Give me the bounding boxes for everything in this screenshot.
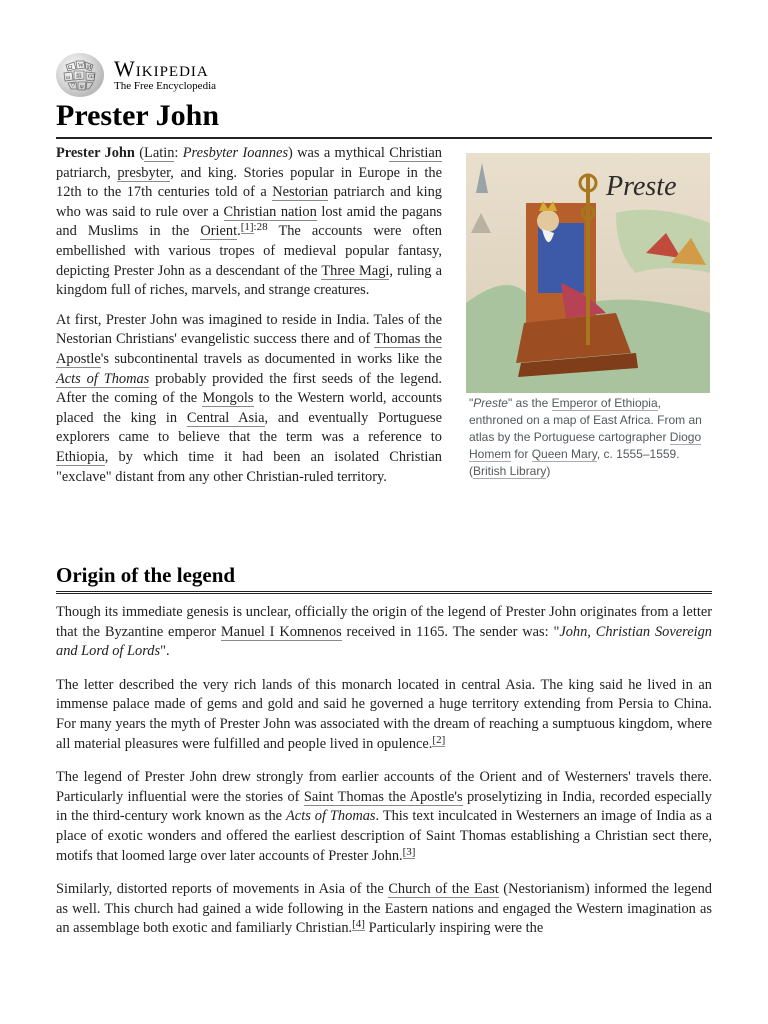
article-link[interactable]: presbyter	[117, 164, 171, 181]
lead-section	[56, 144, 442, 497]
article-link[interactable]: [1]	[240, 221, 254, 234]
citation-reference[interactable]	[403, 846, 416, 859]
preste-map-image[interactable]	[466, 153, 710, 393]
article-link[interactable]: Mongols	[202, 390, 254, 407]
article-link[interactable]: Acts of Thomas	[56, 370, 150, 387]
article-link[interactable]: Diogo Homem	[469, 430, 702, 461]
article-link[interactable]: Christian	[389, 145, 442, 161]
svg-text:W: W	[78, 63, 84, 69]
infobox-figure	[466, 153, 710, 480]
section-body-origin	[56, 603, 712, 953]
article-link[interactable]: [4]	[352, 918, 365, 931]
page-title: Prester John	[56, 96, 712, 139]
article-link[interactable]: Three Magi	[321, 262, 390, 279]
section-paragraph: The letter described the very rich lands of this monarch located in central Asia. The king said he lived in an immense palace made of gems and gold and said he governed a huge territory extending from Persia to China. For many years the myth of Prester John was associated with the dream of reaching a sumptuous kingdom, where all material pleasures were fulfilled and people lived in opulence.[2]	[56, 676, 712, 752]
article-link[interactable]: Latin	[144, 145, 175, 161]
article-link[interactable]: Christian nation	[223, 203, 317, 220]
lead-paragraph-1: Prester John (Latin: Presbyter Ioannes) was a mythical Christian patriarch, presbyter, and king. Stories popular in Europe in the 12th to the 17th centuries told of a Nestorian patriarch and king who was said to rule over a Christian nation lost amid the pagans and Muslims in the Orient.$^{[1]:28}$ The accounts were often embellished with various tropes of medieval popular fantasy, depicting Prester John as a descendant of the Three Magi, ruling a kingdom full of riches, marvels, and strange creatures.	[56, 145, 443, 299]
article-link[interactable]: Church of the East	[388, 881, 499, 898]
article-link[interactable]: Thomas the Apostle	[56, 331, 442, 367]
brand-tagline: The Free Encyclopedia	[114, 79, 217, 92]
svg-text:ウ: ウ	[70, 83, 77, 89]
article-link[interactable]: Manuel I Komnenos	[220, 623, 342, 640]
article-link[interactable]: Orient	[200, 223, 238, 240]
svg-text:維: 維	[76, 74, 83, 80]
article-link[interactable]: [3]	[402, 845, 416, 858]
site-header	[56, 53, 216, 97]
lead-paragraph-2: At first, Prester John was imagined to reside in India. Tales of the Nestorian Christians' evangelistic success there and of Thomas the Apostle's subcontinental travels as documented in works like the Acts of Thomas probably provided the first seeds of the legend. After the coming of the Mongols to the Western world, accounts placed the king in Central Asia, and eventually Portuguese explorers came to believe that the term was a reference to Ethiopia, by which time it had been an isolated Christian "exclave" distant from any other Christian-ruled territory.	[56, 311, 443, 485]
svg-text:Ω: Ω	[68, 65, 73, 71]
figure-caption: "Preste" as the Emperor of Ethiopia, enthroned on a map of East Africa. From an atlas by the Portuguese cartographer Diogo Homem for Queen Mary, c. 1555–1559. (British Library)	[469, 396, 702, 478]
citation-reference[interactable]	[241, 221, 254, 234]
svg-text:И: И	[87, 65, 92, 71]
article-link[interactable]: Central Asia	[186, 409, 265, 426]
section-heading-origin: Origin of the legend	[56, 560, 712, 594]
image-inscription: Preste	[606, 171, 677, 202]
wikipedia-wordmark[interactable]	[114, 55, 217, 93]
citation-reference: :28	[253, 221, 268, 234]
section-paragraph: The legend of Prester John drew strongly from earlier accounts of the Orient and of Westerners' travels there. Particularly influential were the stories of Saint Thomas the Apostle's proselytizing in India, recorded especially in the third-century work known as the Acts of Thomas. This text inculcated in Westerners an image of India as a place of exotic wonders and offered the earliest description of Saint Thomas establishing a Christian sect there, motifs that loomed large over later accounts of Prester John.[3]	[56, 769, 712, 864]
article-link[interactable]: [2]	[432, 733, 446, 746]
article-link[interactable]: Saint Thomas the Apostle's	[303, 788, 463, 805]
article-link[interactable]: Emperor of Ethiopia	[551, 396, 658, 410]
article-link[interactable]: Queen Mary	[531, 447, 597, 461]
citation-reference[interactable]	[432, 734, 445, 747]
wikipedia-globe-icon[interactable]	[56, 53, 104, 97]
svg-text:Ѡ: Ѡ	[88, 74, 96, 80]
svg-text:ω: ω	[66, 75, 70, 81]
citation-reference[interactable]	[352, 918, 365, 931]
article-link[interactable]: British Library	[473, 464, 547, 478]
brand-name: Wikipedia	[114, 55, 209, 81]
svg-text:ψ: ψ	[80, 84, 84, 90]
article-link[interactable]: Nestorian	[272, 184, 329, 201]
section-paragraph: Though its immediate genesis is unclear, officially the origin of the legend of Prester John originates from a letter that the Byzantine emperor Manuel I Komnenos received in 1165. The sender was: "John, Christian Sovereign and Lord of Lords".	[56, 604, 712, 660]
section-paragraph: Similarly, distorted reports of movements in Asia of the Church of the East (Nestorianism) informed the legend as well. This church had gained a wide following in the Eastern nations and engaged the Western imagination as an assemblage both exotic and familiarly Christian.[4] Particularly inspiring were the	[56, 881, 712, 937]
article-link[interactable]: Ethiopia	[56, 448, 105, 465]
